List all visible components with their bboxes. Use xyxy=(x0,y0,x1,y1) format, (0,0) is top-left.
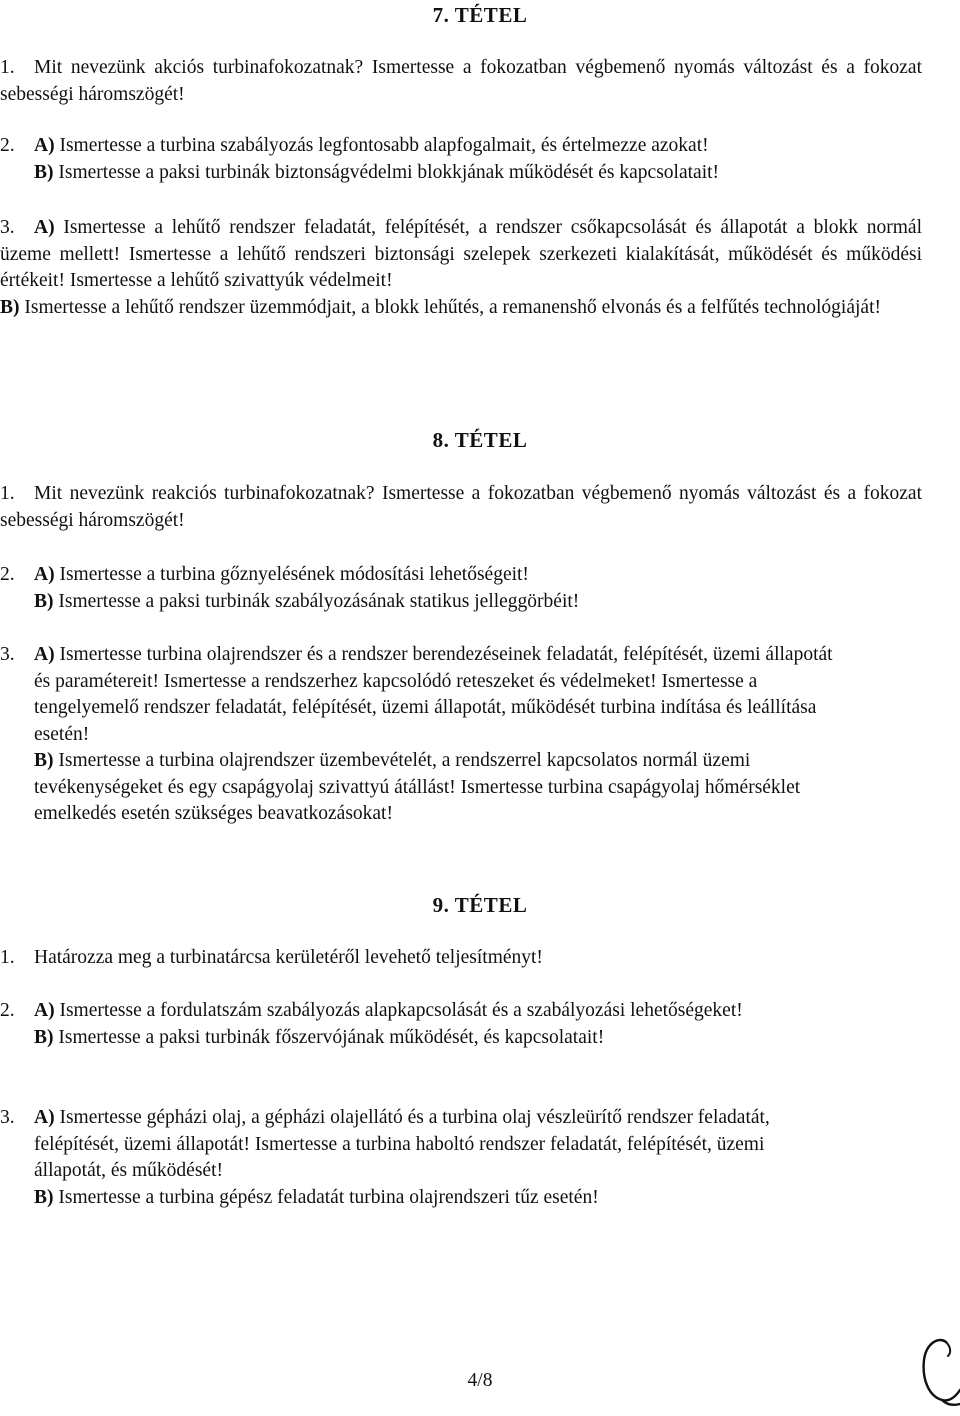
question-9-2 xyxy=(0,998,922,1051)
part-b-text: Ismertesse a turbina gépész feladatát turbina olajrendszeri tűz esetén! xyxy=(53,1186,599,1208)
part-a xyxy=(34,642,834,748)
question-text: Mit nevezünk reakciós turbinafokozatnak? Ismertesse a fokozatban végbemenő nyomás változást és a fokozat sebességi háromszögét! xyxy=(0,483,922,531)
question-9-1 xyxy=(0,945,922,972)
part-b-label: B) xyxy=(34,1186,54,1208)
part-b-text: Ismertesse a paksi turbinák biztonságvédelmi blokkjának működését és kapcsolatait! xyxy=(53,161,720,183)
question-number: 3. xyxy=(0,1107,15,1128)
part-b xyxy=(34,1025,754,1052)
page-number: 4/8 xyxy=(467,1370,493,1391)
part-b-label: B) xyxy=(34,1026,54,1048)
question-number: 2. xyxy=(0,135,15,156)
part-a-label: A) xyxy=(34,564,55,585)
part-a xyxy=(34,1105,824,1185)
part-a-text: Ismertesse a lehűtő rendszer feladatát, felépítését, a rendszer csőkapcsolását és állapotát a blokk normál üzeme mellett! Ismertesse a lehűtő rendszeri biztonsági szelepek szerkezeti kialakítását, működését és működési értékeit! Ismertesse a lehűtő szivattyúk védelmeit! xyxy=(0,217,922,291)
part-b-label: B) xyxy=(34,161,54,183)
section-heading-9: 9. TÉTEL xyxy=(432,893,528,917)
part-a-text: Ismertesse a turbina szabályozás legfontosabb alapfogalmait, és értelmezze azokat! xyxy=(54,135,709,156)
question-8-1 xyxy=(0,481,922,534)
part-b xyxy=(34,160,922,187)
part-b xyxy=(0,589,922,616)
part-b-text: Ismertesse a turbina olajrendszer üzembevételét, a rendszerrel kapcsolatos normál üzemi tevékenységeket és egy csapágyolaj szivattyú átállást! Ismertesse turbina csapágyolaj hőmérséklet emelkedés esetén szükséges beavatkozásokat! xyxy=(34,750,801,824)
part-b xyxy=(34,1185,824,1212)
part-b-label: B) xyxy=(34,750,54,771)
part-a-label: A) xyxy=(34,1000,55,1021)
part-a-label: A) xyxy=(34,135,55,156)
question-number: 2. xyxy=(0,564,15,585)
question-7-3 xyxy=(0,215,922,321)
part-b-label: B) xyxy=(34,590,54,612)
question-8-2 xyxy=(0,562,922,615)
part-a xyxy=(34,998,754,1025)
part-a xyxy=(34,133,922,160)
section-heading-8: 8. TÉTEL xyxy=(432,428,528,452)
question-text: Határozza meg a turbinatárcsa kerületéről levehető teljesítményt! xyxy=(34,947,543,968)
part-a xyxy=(0,562,922,589)
question-number: 1. xyxy=(0,57,15,78)
signature-initial xyxy=(916,1330,960,1410)
question-number: 1. xyxy=(0,947,15,968)
part-b-text: Ismertesse a paksi turbinák szabályozásának statikus jelleggörbéit! xyxy=(53,590,580,612)
part-a-text: Ismertesse a fordulatszám szabályozás alapkapcsolását és a szabályozási lehetőségeket! xyxy=(54,1000,743,1021)
question-number: 3. xyxy=(0,217,15,238)
question-9-3 xyxy=(0,1105,922,1211)
question-number: 2. xyxy=(0,1000,15,1021)
part-a xyxy=(0,215,922,295)
question-number: 1. xyxy=(0,483,15,504)
part-b-label: B) xyxy=(0,296,20,318)
question-7-1 xyxy=(0,55,922,108)
question-number: 3. xyxy=(0,644,15,665)
part-a-label: A) xyxy=(34,217,55,238)
part-a-text: Ismertesse turbina olajrendszer és a rendszer berendezéseinek feladatát, felépítését, üzemi állapotát és paramétereit! Ismertesse a rendszerhez kapcsolódó reteszeket és védelmeket! Ismertesse a tengelyemelő rendszer feladatát, felépítését, üzemi állapotát, működését turbina indítása és leállítása esetén! xyxy=(34,644,833,745)
part-a-label: A) xyxy=(34,1107,55,1128)
section-heading-7: 7. TÉTEL xyxy=(432,3,528,27)
part-b xyxy=(0,295,922,322)
question-text: Mit nevezünk akciós turbinafokozatnak? Ismertesse a fokozatban végbemenő nyomás változást és a fokozat sebességi háromszögét! xyxy=(0,57,922,105)
question-7-2 xyxy=(0,133,922,186)
part-b xyxy=(34,748,834,828)
part-b-text: Ismertesse a lehűtő rendszer üzemmódjait, a blokk lehűtés, a remanenshő elvonás és a felfűtés technológiáját! xyxy=(19,296,881,318)
part-b-text: Ismertesse a paksi turbinák főszervójának működését, és kapcsolatait! xyxy=(53,1026,605,1048)
part-a-text: Ismertesse gépházi olaj, a gépházi olajellátó és a turbina olaj vészleürítő rendszer feladatát, felépítését, üzemi állapotát! Ismertesse a turbina haboltó rendszer feladatát, felépítését, üzemi állapotát, és működését! xyxy=(34,1107,770,1181)
question-8-3 xyxy=(0,642,922,828)
part-a-text: Ismertesse a turbina gőznyelésének módosítási lehetőségeit! xyxy=(54,564,529,585)
part-a-label: A) xyxy=(34,644,55,665)
